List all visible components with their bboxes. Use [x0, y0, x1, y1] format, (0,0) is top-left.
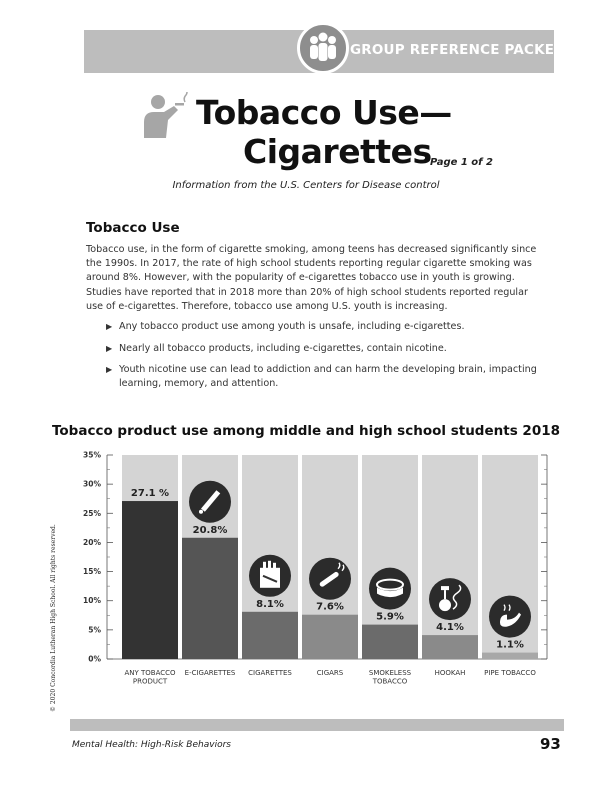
x-tick-label: CIGARS [316, 669, 344, 677]
banner-label: GROUP REFERENCE PACKET [350, 42, 564, 58]
hookah-icon [429, 578, 471, 620]
y-tick-label: 35% [83, 450, 101, 460]
section-heading: Tobacco Use [86, 220, 180, 236]
y-tick-label: 0% [88, 654, 101, 664]
x-tick-label: E-CIGARETTES [184, 669, 236, 677]
pack-cig [263, 562, 266, 569]
bar [302, 615, 358, 659]
bar-value-label: 27.1 % [130, 488, 170, 500]
bullet-text: Any tobacco product use among youth is unsafe, including e-cigarettes. [119, 321, 465, 332]
x-tick-label: SMOKELESS [368, 669, 412, 677]
hookah-base [439, 599, 451, 611]
x-tick-label: PRODUCT [132, 677, 168, 686]
source-subtitle: Information from the U.S. Centers for Disease control [172, 180, 440, 191]
bar [482, 653, 538, 659]
bar [122, 501, 178, 659]
footer-bar [70, 719, 564, 731]
y-tick-label: 30% [83, 479, 101, 489]
pack-cig [273, 563, 276, 569]
bar-value-label: 5.9% [376, 611, 404, 623]
hookah-bowl [441, 586, 449, 590]
bar [182, 538, 238, 659]
e-cigarette-tip [199, 510, 203, 514]
x-tick-label: TOBACCO [372, 677, 408, 686]
x-tick-label: ANY TOBACCO [124, 669, 176, 677]
bar [242, 612, 298, 659]
page-number: 93 [540, 735, 561, 753]
chart-title: Tobacco product use among middle and high school students 2018 [51, 423, 561, 439]
page-title-line2: Cigarettes [243, 132, 432, 171]
bar-value-label: 4.1% [436, 622, 464, 634]
bar-value-label: 8.1% [256, 598, 284, 610]
y-tick-label: 10% [83, 596, 101, 606]
pipe-icon [489, 596, 531, 638]
pack-cig [268, 561, 271, 569]
bar-value-label: 1.1% [496, 639, 524, 651]
bar [422, 635, 478, 659]
x-tick-label: PIPE TOBACCO [484, 669, 536, 677]
triangle-bullet-icon: ▶ [106, 322, 113, 331]
y-tick-label: 25% [83, 508, 101, 518]
bullet-text: Nearly all tobacco products, including e-cigarettes, contain nicotine. [119, 342, 447, 354]
section-paragraph: Tobacco use, in the form of cigarette smoking, among teens has decreased significantly since the 1990s. In 2017, the rate of high school students reporting regular cigarette smoking was around 8%. However, with the popularity of e-cigarettes tobacco use in youth is growing. Studies have reported that in 2018 more than 20% of high school students reported regular use of e-cigarettes. Therefore, tobacco use among U.S. youth is increasing. [86, 244, 537, 312]
y-tick-label: 15% [83, 567, 101, 577]
hookah-stem [444, 590, 446, 599]
triangle-bullet-icon: ▶ [106, 365, 113, 375]
bar-value-label: 20.8% [192, 524, 228, 536]
y-tick-label: 5% [88, 625, 101, 635]
bar [362, 625, 418, 659]
footer-book-title: Mental Health: High-Risk Behaviors [72, 740, 231, 750]
bar-value-label: 7.6% [316, 601, 344, 613]
y-tick-label: 20% [83, 537, 101, 547]
bullet-text: Youth nicotine use can lead to addiction and can harm the developing brain, impacting learning, memory, and attention. [119, 364, 537, 389]
copyright-notice: © 2020 Concordia Lutheran High School. All rights reserved. [50, 524, 57, 712]
x-tick-label: HOOKAH [434, 669, 466, 677]
page-title-line1: Tobacco Use— [196, 93, 452, 132]
page-indicator: Page 1 of 2 [430, 157, 493, 168]
triangle-bullet-icon: ▶ [106, 343, 113, 353]
x-tick-label: CIGARETTES [248, 669, 292, 677]
